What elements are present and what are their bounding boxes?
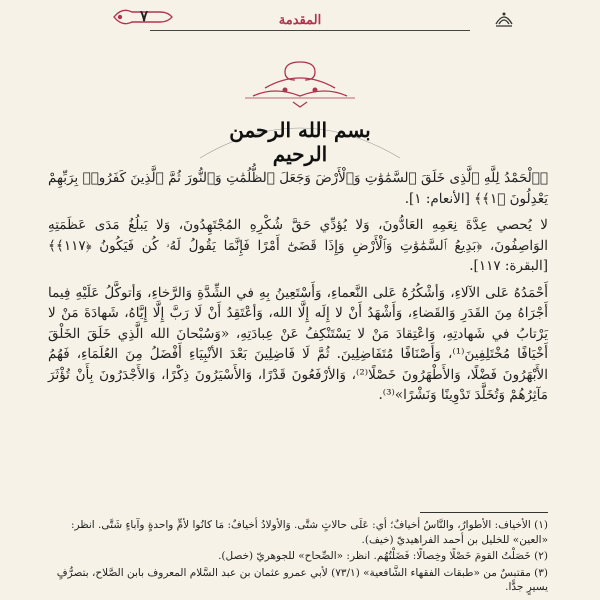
footnote-rule	[420, 512, 548, 513]
header-rule	[150, 30, 470, 31]
main-text	[48, 168, 548, 412]
paragraph-praise: لا يُحصي عِدَّةَ نِعَمِهِ العَادُّونَ، وَلا يُؤدِّي حَقَّ شُكْرِهِ المُجْتَهِدُونَ، وَلا يَبلُغُ مَدَى عَظَمَتِهِ الوَاصِفُونَ، ﴿بَدِيعُ ٱلسَّمَٰوَٰتِ وَٱلْأَرْضِ وَإِذَا قَضَىٰٓ أَمْرًا فَإِنَّمَا يَقُولُ لَهُۥ كُن فَيَكُونُ ﴿١١٧﴾﴾ [البقرة: ١١٧].	[48, 217, 548, 274]
floral-ornament-icon	[245, 58, 355, 108]
footnote-2: (٢) خَصَلْتُ القومَ خَصْلًا وخِصالًا: فَضَلْتُهُم. انظر: «الصِّحاح» للجوهريّ (خصل).	[218, 550, 548, 562]
page-number: ٧	[139, 7, 149, 25]
paragraph-quran-anam: ﴿ٱلْحَمْدُ لِلَّهِ ٱلَّذِى خَلَقَ ٱلسَّمَٰوَٰتِ وَٱلْأَرْضَ وَجَعَلَ ٱلظُّلُمَٰتِ وَٱلنُّورَ ثُمَّ ٱلَّذِينَ كَفَرُوا۟ بِرَبِّهِمْ يَعْدِلُونَ ﴿١﴾﴾ [الأنعام: ١].	[48, 170, 548, 207]
footnote-1: (١) الأخياف: الأطوارُ، والنَّاسُ أخيافٌ؛ أي: عَلَى حالاتٍ شتَّى. وَالأولادُ أخيافٌ: مَا كانُوا لأمٍّ واحدةٍ وآباءٍ شَتَّى. انظر: «العين» للخليل بن أحمد الفراهيديّ (خيف).	[70, 519, 548, 546]
basmala: بسم الله الرحمن الرحيم	[229, 118, 371, 166]
paragraph-testimony: أَحْمَدُهُ عَلى الآلاءِ، وَأشْكُرُهُ عَلى النَّعماءِ، وَأَسْتَعِينُ بِهِ في الشِّدَّةِ وَالرَّخاءِ، وَأتوكَّلُ عَلَيْهِ فِيما أَجْرَاهُ مِنَ القَدَرِ وَالقَضاءِ، وَأَشْهَدُ أَنْ لا إِلَه إِلَّا الله، وَأعْتَقِدُ أَنْ لَا رَبَّ إِلَّا إِيَّاهُ، شَهادَةَ مَنْ لا يَرْتابُ في شَهادتِهِ، وَاعْتِقادَ مَنْ لا يَسْتَنْكِفُ عَنْ عِبادَتِهِ، «وَسُبْحانَ الله الَّذِي خَلَقَ الخَلْقَ أَخْيَافًا مُخْتَلِفِينَ⁽¹⁾، وَأَصْنَافًا مُتَفَاضِلِينَ. ثُمَّ لَا فَاضِلِينَ بَعْدَ الأنْبِيَاءِ أَفْضَلُ مِنَ العُلَمَاءِ، فَهُمُ الأَبْهَرُونَ فَضْلًا، وَالأَطْهَرُونَ خَصْلًا⁽²⁾، وَالأرْفَعُونَ قَدْرًا، وَالأَسْيَرُونَ ذِكْرًا، وَالأَجْدَرُونَ بِأَنْ تُؤْثَرَ مَآثِرُهُمْ وَتُخَلَّدَ تَدْوِينًا وَنَشْرًا»⁽³⁾.	[48, 284, 549, 403]
footnote-3: (٣) مقتبسٌ من «طبقات الفقهاء الشَّافعية» (٧٣/١) لأبي عمرو عثمان بن عبد السَّلام المعروف بابن الصَّلاح، بتصرُّفٍ يسيرٍ جدًّا.	[56, 566, 548, 593]
footnotes	[48, 518, 548, 597]
running-title: المقدمة	[278, 13, 322, 28]
